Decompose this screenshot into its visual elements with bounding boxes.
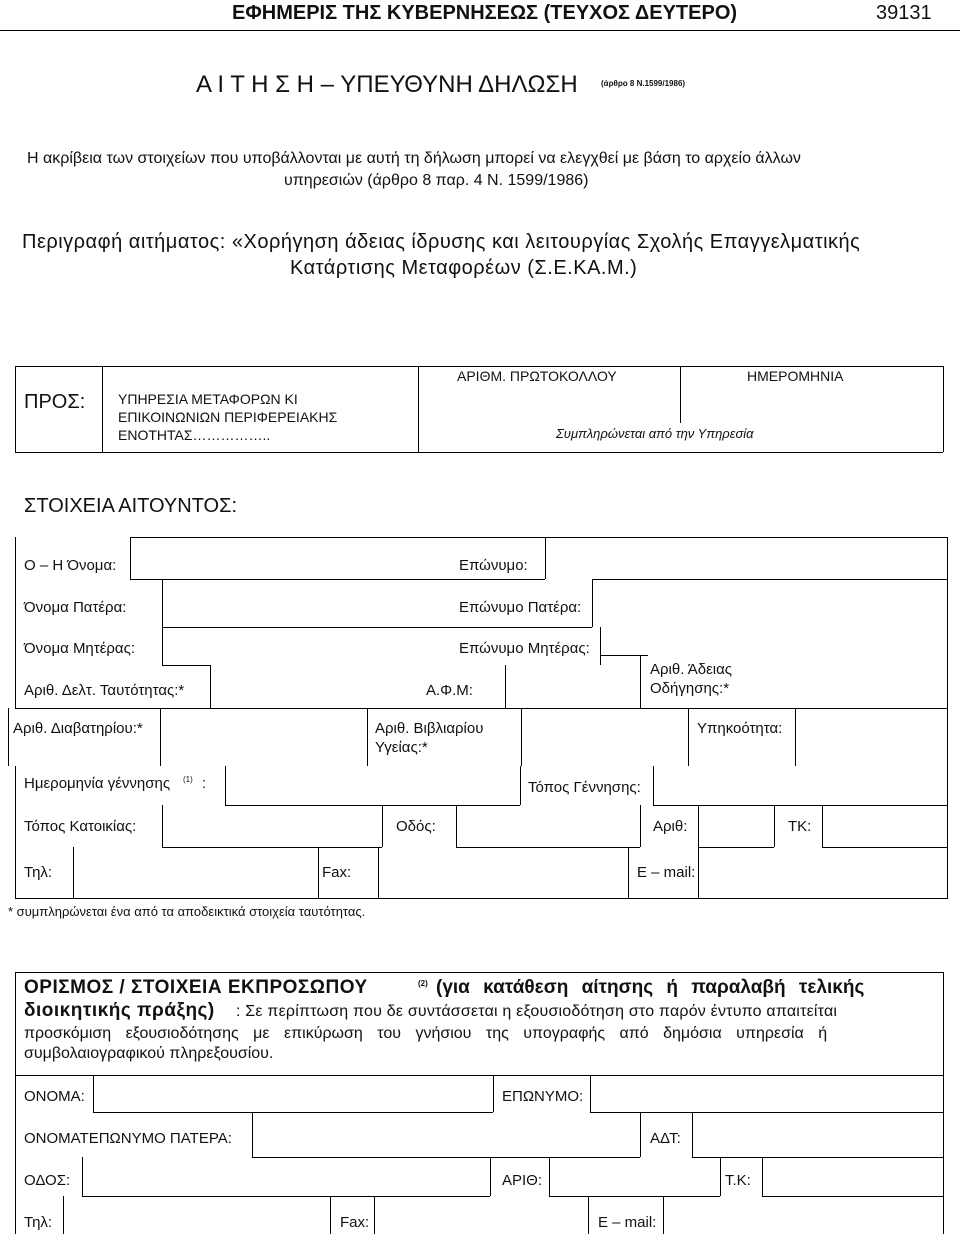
representative-title-part-2: (για κατάθεση αίτησης ή παραλαβή τελικής	[436, 977, 865, 998]
mother-name-field[interactable]: Όνομα Μητέρας:	[24, 640, 135, 657]
representative-title-note: (2)	[418, 979, 428, 988]
representative-text-line-1: : Σε περίπτωση που δε συντάσσεται η εξουσιοδότηση στο παρόν έντυπο απαιτείται	[236, 1003, 838, 1020]
applicant-surname-field[interactable]: Επώνυμο:	[459, 557, 528, 574]
representative-title-part-3: διοικητικής πράξης)	[24, 1000, 215, 1021]
email-field[interactable]: E – mail:	[637, 864, 696, 881]
afm-field[interactable]: Α.Φ.Μ:	[426, 682, 473, 699]
intro-text-line-1: Η ακρίβεια των στοιχείων που υποβάλλονται με αυτή τη δήλωση μπορεί να ελεγχθεί με βάση το αρχείο άλλων	[27, 150, 801, 167]
representative-father-name-field[interactable]: ΟΝΟΜΑΤΕΠΩΝΥΜΟ ΠΑΤΕΡΑ:	[24, 1130, 232, 1147]
doc-title-ref: (άρθρο 8 Ν.1599/1986)	[601, 79, 686, 88]
recipient-label: ΠΡΟΣ:	[24, 391, 86, 413]
mother-surname-field[interactable]: Επώνυμο Μητέρας:	[459, 640, 590, 657]
birth-place-field[interactable]: Τόπος Γέννησης:	[528, 779, 641, 796]
service-fill-note: Συμπληρώνεται από την Υπηρεσία	[556, 426, 754, 441]
representative-text-line-3: συμβολαιογραφικού πληρεξουσίου.	[24, 1045, 274, 1062]
representative-surname-field[interactable]: ΕΠΩΝΥΜΟ:	[502, 1088, 584, 1105]
residence-field[interactable]: Τόπος Κατοικίας:	[24, 818, 137, 835]
birth-date-footnote-marker: (1)	[183, 775, 193, 784]
representative-name-field[interactable]: ΟΝΟΜΑ:	[24, 1088, 85, 1105]
gazette-title: ΕΦΗΜΕΡΙΣ ΤΗΣ ΚΥΒΕΡΝΗΣΕΩΣ (ΤΕΥΧΟΣ ΔΕΥΤΕΡΟ)	[232, 2, 738, 24]
request-description-line-2: Κατάρτισης Μεταφορέων (Σ.Ε.ΚΑ.Μ.)	[290, 257, 638, 279]
applicant-section-title: ΣΤΟΙΧΕΙΑ ΑΙΤΟΥΝΤΟΣ:	[24, 495, 238, 517]
representative-street-field[interactable]: ΟΔΟΣ:	[24, 1172, 71, 1189]
birth-date-field[interactable]: Ημερομηνία γέννησης	[24, 775, 171, 792]
representative-text-line-2: προσκόμιση εξουσιοδότησης με επικύρωση του γνήσιου της υπογραφής από δημόσια υπηρεσία ή	[24, 1025, 828, 1042]
health-booklet-field-line-2[interactable]: Υγείας:*	[375, 739, 428, 756]
request-description-line-1: Περιγραφή αιτήματος: «Χορήγηση άδειας ίδρυσης και λειτουργίας Σχολής Επαγγελματικής	[22, 231, 861, 253]
protocol-number-label: ΑΡΙΘΜ. ΠΡΩΤΟΚΟΛΛΟΥ	[457, 368, 617, 384]
health-booklet-field-line-1[interactable]: Αριθ. Βιβλιαρίου	[375, 720, 484, 737]
fax-field[interactable]: Fax:	[322, 864, 352, 881]
driving-license-field-line-1[interactable]: Αριθ. Άδειας	[650, 661, 733, 678]
representative-number-field[interactable]: ΑΡΙΘ:	[502, 1172, 543, 1189]
father-name-field[interactable]: Όνομα Πατέρα:	[24, 599, 127, 616]
representative-email-field[interactable]: E – mail:	[598, 1214, 657, 1231]
representative-adt-field[interactable]: ΑΔΤ:	[650, 1130, 681, 1147]
representative-fax-field[interactable]: Fax:	[340, 1214, 370, 1231]
recipient-service-line-1: ΥΠΗΡΕΣΙΑ ΜΕΤΑΦΟΡΩΝ ΚΙ	[118, 391, 298, 407]
driving-license-field-line-2[interactable]: Οδήγησης:*	[650, 680, 730, 697]
date-label: ΗΜΕΡΟΜΗΝΙΑ	[747, 368, 844, 384]
recipient-service-line-3: ΕΝΟΤΗΤΑΣ……………..	[118, 427, 271, 443]
recipient-service-line-2: ΕΠΙΚΟΙΝΩΝΙΩΝ ΠΕΡΙΦΕΡΕΙΑΚΗΣ	[118, 409, 338, 425]
intro-text-line-2: υπηρεσιών (άρθρο 8 παρ. 4 Ν. 1599/1986)	[284, 172, 589, 189]
nationality-field[interactable]: Υπηκοότητα:	[697, 720, 783, 737]
father-surname-field[interactable]: Επώνυμο Πατέρα:	[459, 599, 582, 616]
street-number-field[interactable]: Αριθ:	[653, 818, 688, 835]
applicant-name-field[interactable]: Ο – Η Όνομα:	[24, 557, 117, 574]
representative-title-part-1: ΟΡΙΣΜΟΣ / ΣΤΟΙΧΕΙΑ ΕΚΠΡΟΣΩΠΟΥ	[24, 977, 368, 998]
identity-footnote: * συμπληρώνεται ένα από τα αποδεικτικά στοιχεία ταυτότητας.	[8, 904, 366, 919]
representative-postal-field[interactable]: Τ.Κ:	[725, 1172, 751, 1189]
id-card-number-field[interactable]: Αριθ. Δελτ. Ταυτότητας:*	[24, 682, 185, 699]
street-field[interactable]: Οδός:	[396, 818, 436, 835]
representative-phone-field[interactable]: Τηλ:	[24, 1214, 53, 1231]
page-number: 39131	[876, 2, 932, 24]
phone-field[interactable]: Τηλ:	[24, 864, 53, 881]
postal-code-field[interactable]: ΤΚ:	[788, 818, 812, 835]
header-rule	[0, 30, 960, 31]
passport-number-field[interactable]: Αριθ. Διαβατηρίου:*	[13, 720, 143, 737]
doc-title: Α Ι Τ Η Σ Η – ΥΠΕΥΘΥΝΗ ΔΗΛΩΣΗ	[196, 71, 578, 98]
birth-date-colon: :	[202, 775, 207, 792]
